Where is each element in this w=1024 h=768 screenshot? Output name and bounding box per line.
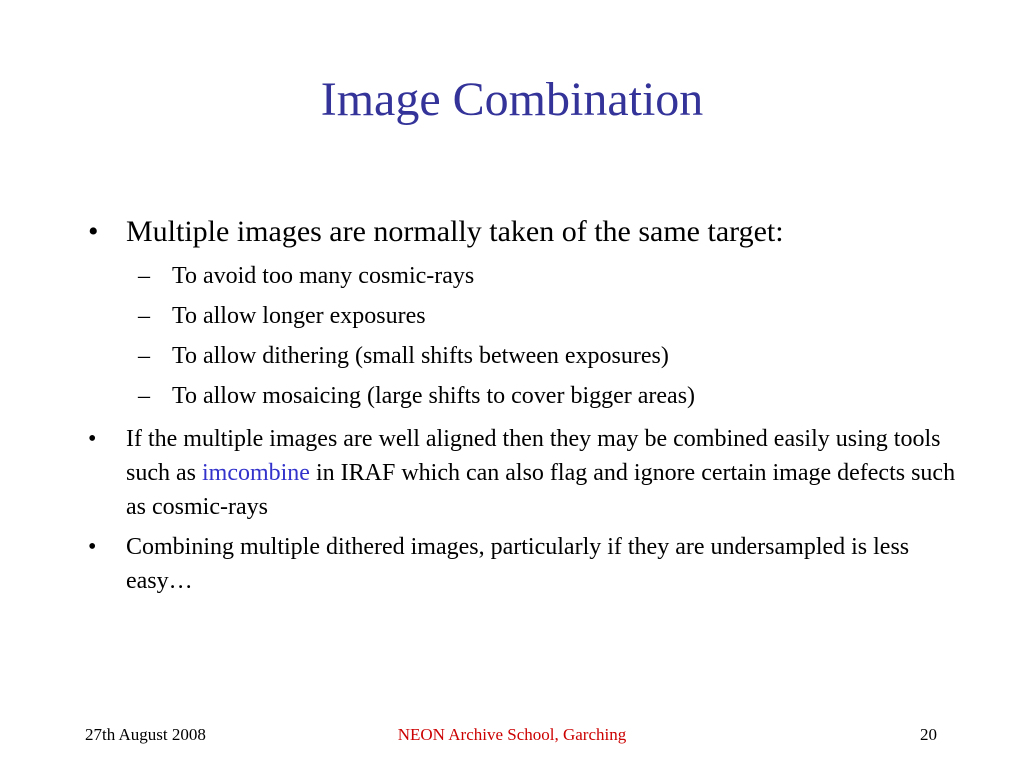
- sub-bullet: [88, 376, 968, 416]
- sub-bullet: [88, 336, 968, 376]
- bullet-main: [88, 212, 968, 252]
- bullet-imcombine-text-after: in IRAF which can also flag and ignore certain image defects such as cosmic-rays: [126, 460, 956, 520]
- sub-bullet: [88, 256, 968, 296]
- dash-mark: –: [138, 303, 150, 329]
- footer-event: NEON Archive School, Garching: [397, 725, 627, 744]
- dash-mark: –: [138, 383, 150, 409]
- bullet-dithered: [88, 530, 968, 598]
- dash-mark: –: [138, 343, 150, 369]
- imcombine-keyword: imcombine: [201, 460, 310, 486]
- sub-bullet: [88, 296, 968, 336]
- bullet-mark: •: [88, 215, 99, 248]
- sub-bullet-text: To allow dithering (small shifts between exposures): [172, 343, 669, 369]
- bullet-imcombine: [88, 422, 968, 524]
- bullet-mark: •: [88, 534, 97, 560]
- sub-bullet-text: To avoid too many cosmic-rays: [172, 263, 475, 289]
- sub-bullet-text: To allow mosaicing (large shifts to cover bigger areas): [172, 383, 696, 409]
- sub-bullet-list: [88, 256, 968, 416]
- sub-bullet-text: To allow longer exposures: [172, 303, 426, 329]
- bullet-dithered-text: Combining multiple dithered images, particularly if they are undersampled is less easy…: [126, 534, 910, 594]
- bullet-mark: •: [88, 426, 97, 452]
- footer-date: 27th August 2008: [85, 725, 206, 744]
- bullet-main-text: Multiple images are normally taken of the same target:: [126, 215, 784, 248]
- bullet-imcombine-text-before: If the multiple images are well aligned then they may be combined easily using tools such as: [126, 426, 941, 486]
- dash-mark: –: [138, 263, 150, 289]
- footer-page-number: 20: [920, 725, 937, 744]
- slide-title: Image Combination: [320, 73, 704, 126]
- slide-content: [88, 212, 968, 598]
